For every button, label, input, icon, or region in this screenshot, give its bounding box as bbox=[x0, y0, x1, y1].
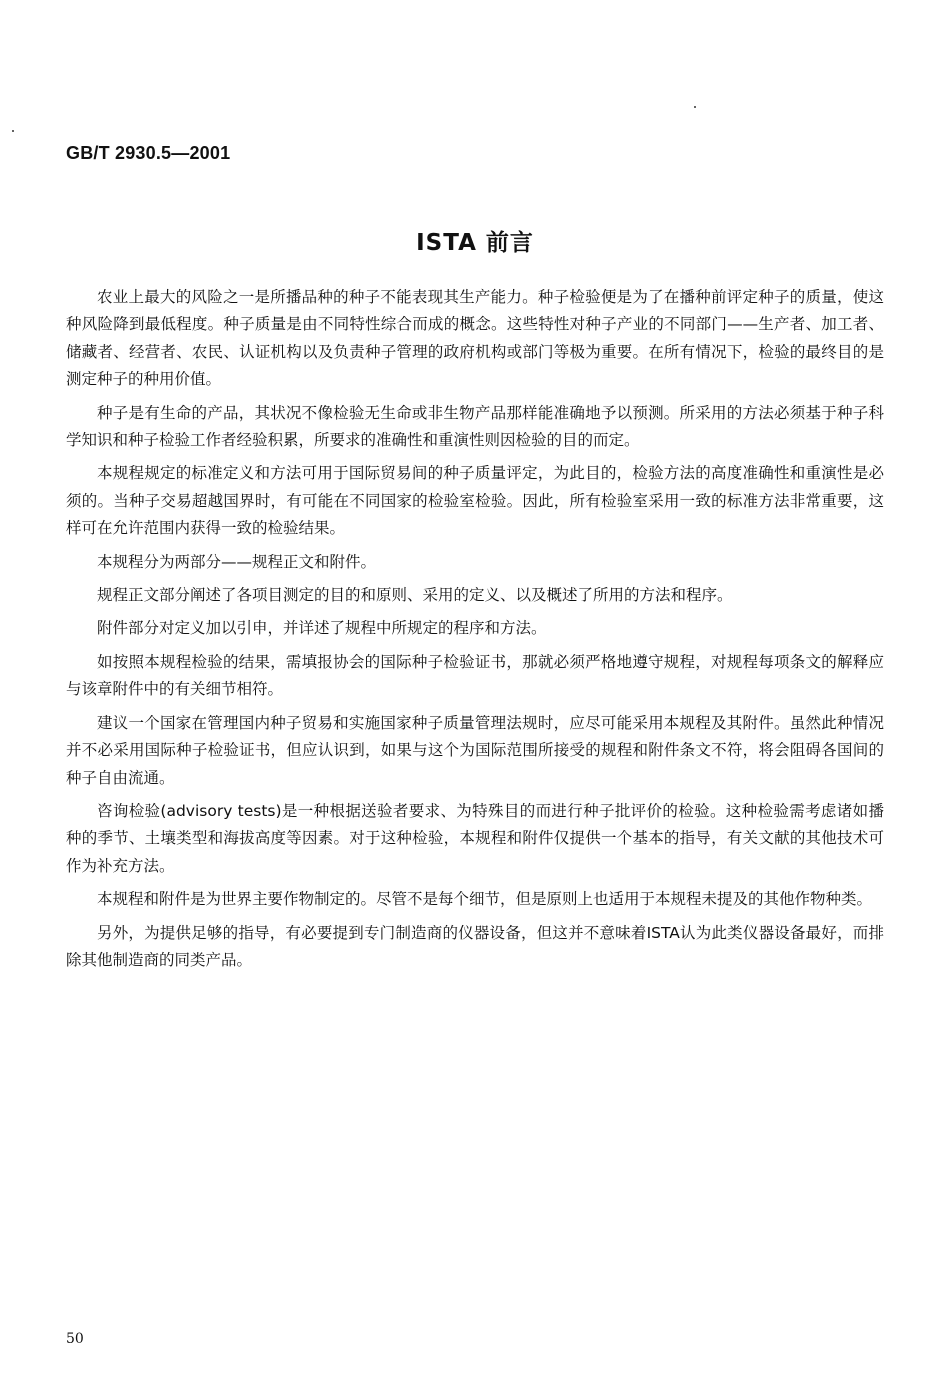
paragraph: 咨询检验(advisory tests)是一种根据送验者要求、为特殊目的而进行种子批评价的检验。这种检验需考虑诸如播种的季节、土壤类型和海拔高度等因素。对于这种检验，本规程和附件仅提供一个基本的指导，有关文献的其他技术可作为补充方法。 bbox=[66, 801, 884, 875]
page-number: 50 bbox=[66, 1331, 84, 1347]
paragraph: 建议一个国家在管理国内种子贸易和实施国家种子质量管理法规时，应尽可能采用本规程及其附件。虽然此种情况并不必采用国际种子检验证书，但应认识到，如果与这个为国际范围所接受的规程和附件条文不符，将会阻碍各国间的种子自由流通。 bbox=[66, 713, 884, 787]
paragraph: 本规程和附件是为世界主要作物制定的。尽管不是每个细节，但是原则上也适用于本规程未提及的其他作物种类。 bbox=[97, 890, 873, 909]
page-title: ISTA 前言 bbox=[416, 230, 534, 256]
standard-code: GB/T 2930.5—2001 bbox=[66, 143, 231, 163]
paragraph: 如按照本规程检验的结果，需填报协会的国际种子检验证书，那就必须严格地遵守规程，对规程每项条文的解释应与该章附件中的有关细节相符。 bbox=[66, 652, 884, 699]
paragraph: 种子是有生命的产品，其状况不像检验无生命或非生物产品那样能准确地予以预测。所采用的方法必须基于种子科学知识和种子检验工作者经验积累，所要求的准确性和重演性则因检验的目的而定。 bbox=[66, 403, 884, 450]
paragraph: 附件部分对定义加以引申，并详述了规程中所规定的程序和方法。 bbox=[97, 619, 547, 638]
paragraph: 农业上最大的风险之一是所播品种的种子不能表现其生产能力。种子检验便是为了在播种前评定种子的质量，使这种风险降到最低程度。种子质量是由不同特性综合而成的概念。这些特性对种子产业的不同部门——生产者、加工者、储藏者、经营者、农民、认证机构以及负责种子管理的政府机构或部门等极为重要。在所有情况下，检验的最终目的是测定种子的种用价值。 bbox=[66, 288, 884, 389]
scan-speck bbox=[694, 106, 696, 108]
paragraph: 本规程分为两部分——规程正文和附件。 bbox=[97, 552, 377, 571]
paragraph: 另外，为提供足够的指导，有必要提到专门制造商的仪器设备，但这并不意味着ISTA认为此类仪器设备最好，而排除其他制造商的同类产品。 bbox=[66, 923, 884, 969]
scan-speck bbox=[12, 130, 14, 132]
paragraph: 本规程规定的标准定义和方法可用于国际贸易间的种子质量评定，为此目的，检验方法的高度准确性和重演性是必须的。当种子交易超越国界时，有可能在不同国家的检验室检验。因此，所有检验室采用一致的标准方法非常重要，这样可在允许范围内获得一致的检验结果。 bbox=[66, 464, 884, 538]
paragraph: 规程正文部分阐述了各项目测定的目的和原则、采用的定义、以及概述了所用的方法和程序。 bbox=[97, 586, 733, 605]
document-body bbox=[66, 284, 884, 980]
